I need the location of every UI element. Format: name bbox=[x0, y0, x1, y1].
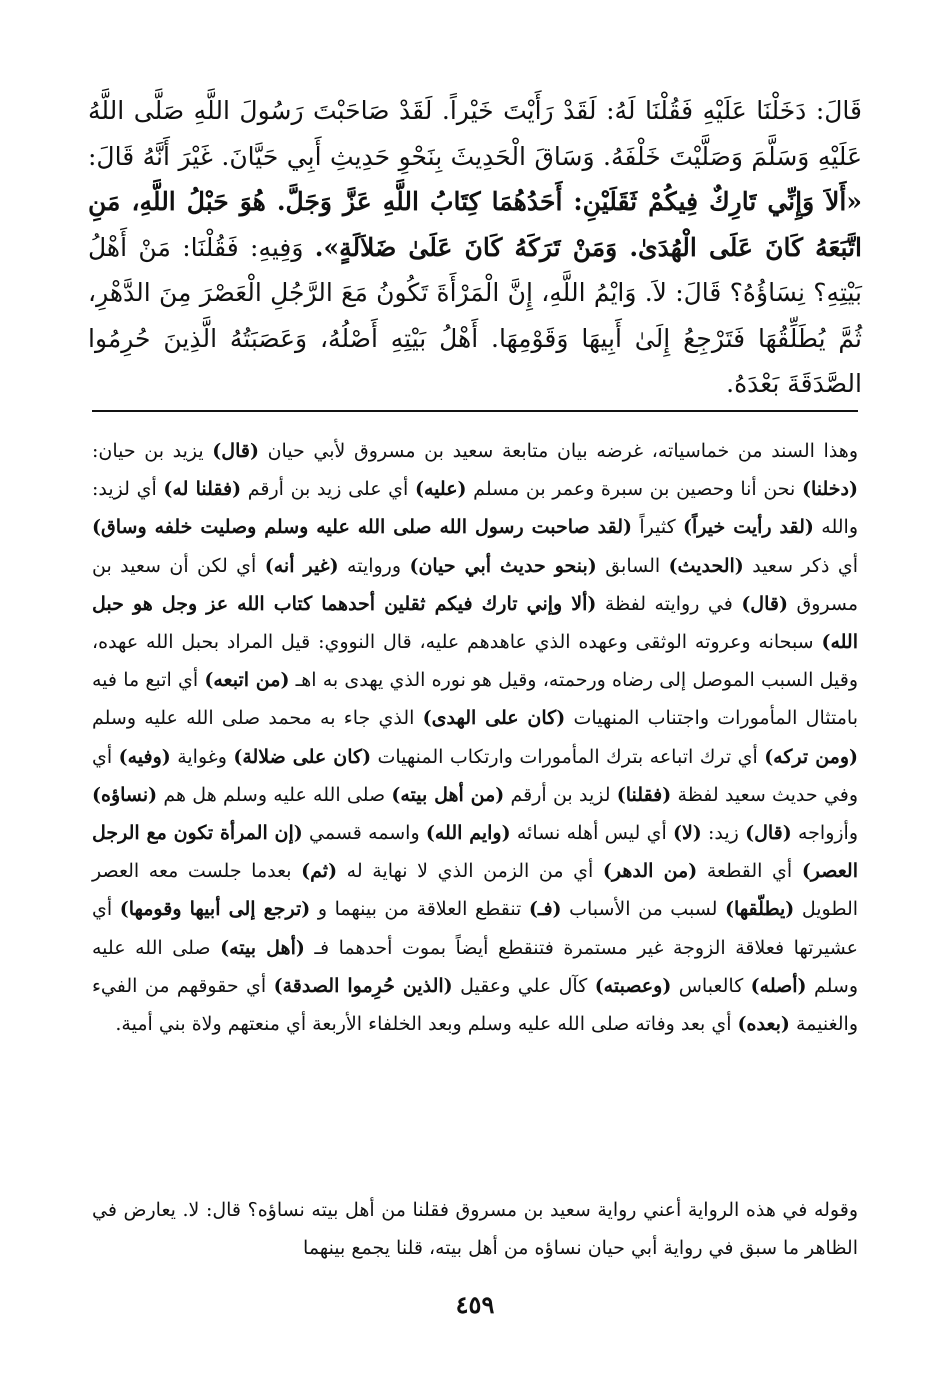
commentary-segment: أي اتبع ما فيه بامتثال المأمورات واجتناب المنهيات bbox=[92, 669, 858, 730]
commentary-segment: تنقطع العلاقة من بينهما و bbox=[310, 898, 529, 921]
commentary-quote: (ترجع إلى أبيها وقومها) bbox=[119, 898, 311, 921]
commentary-segment: أي ليس أهله نسائه bbox=[510, 822, 673, 845]
commentary-segment: أي وفي حديث سعيد لفظة bbox=[92, 745, 858, 806]
commentary-segment: سبحانه وعروته الوثقى وعهده الذي عاهدهم عليه، قال النووي: قيل المراد بحبل الله عهده، وقيل السبب الموصل إلى رضاه ورحمته، وقيل هو نوره الذي يهدى به اهـ bbox=[92, 631, 858, 692]
commentary-quote: (لقد رأيت خيراً) bbox=[683, 516, 814, 539]
commentary-quote: (ومن تركه) bbox=[764, 745, 859, 768]
commentary-quote: (وايم الله) bbox=[425, 822, 511, 845]
commentary-quote: (فقلنا له) bbox=[163, 478, 242, 501]
commentary-quote: (وعصبته) bbox=[594, 974, 672, 997]
commentary-text bbox=[92, 432, 858, 1043]
hadith-text-bold: «أَلاَ وَإِنِّي تَارِكٌ فِيكُمْ ثَقَلَيْنِ: أَحَدُهُمَا كِتَابُ اللَّهِ عَزَّ وَجَلَّ. هُوَ حَبْلُ اللَّهِ، مَنِ اتَّبَعَهُ كَانَ عَلَى الْهُدَىٰ. وَمَنْ تَرَكَهُ كَانَ عَلَىٰ ضَلاَلَةٍ». bbox=[88, 187, 863, 262]
commentary-quote: (من الدهر) bbox=[602, 860, 698, 883]
commentary-segment: السابق bbox=[596, 554, 669, 577]
commentary-quote: (عليه) bbox=[415, 478, 467, 501]
commentary-quote: (فـ) bbox=[528, 898, 562, 921]
page-number: ٤٥٩ bbox=[455, 1290, 495, 1319]
hadith-text bbox=[88, 88, 862, 407]
commentary-segment: أي القطعة bbox=[697, 860, 802, 883]
commentary-quote: (قال) bbox=[212, 440, 259, 462]
commentary-quote: (الذين حُرِموا الصدقة) bbox=[273, 974, 453, 997]
commentary-quote: (لقد صاحبت رسول الله صلى الله عليه وسلم وصليت خلفه وساق) bbox=[92, 516, 632, 539]
commentary-quote: (ألا وإني تارك فيكم ثقلين أحدهما كتاب الله عز وجل هو حبل الله) bbox=[92, 592, 858, 654]
commentary-segment: بعدما جلست معه العصر الطويل bbox=[92, 860, 859, 921]
hadith-text-part-1: قَالَ: دَخَلْنَا عَلَيْهِ فَقُلْنَا لَهُ: لَقَدْ رَأَيْتَ خَيْراً. لَقَدْ صَاحَبْتَ رَسُولَ اللَّهِ صَلَّى اللَّهُ عَلَيْهِ وَسَلَّمَ وَصَلَّيْتَ خَلْفَهُ. وَسَاقَ الْحَدِيثَ بِنَحْوِ حَدِيثِ أَبِي حَيَّانَ. غَيْرَ أَنَّهُ قَالَ: bbox=[88, 96, 862, 171]
commentary-segment: كثيراً bbox=[631, 516, 684, 539]
commentary-segment: أي لكن أن سعيد بن مسروق bbox=[92, 554, 858, 615]
commentary-segment: أي بعد وفاته صلى الله عليه وسلم وبعد الخلفاء الأربعة أي منعتهم ولاة بني أمية. bbox=[115, 1013, 738, 1036]
commentary-quote: (كان على الهدى) bbox=[422, 707, 566, 730]
commentary-segment: وأزواجه bbox=[791, 822, 858, 845]
commentary-segment: نحن أنا وحصين بن سبرة وعمر بن مسلم bbox=[466, 478, 802, 501]
commentary-quote: (ثم) bbox=[301, 860, 338, 883]
commentary-segment: كآل علي وعقيل bbox=[452, 974, 595, 997]
commentary-segment: صلى الله عليه وسلم هل هم bbox=[157, 783, 392, 806]
commentary-segment: وغواية bbox=[170, 745, 234, 768]
commentary-quote: (وفيه) bbox=[118, 745, 171, 768]
hadith-text-part-2: وَفِيهِ: فَقُلْنَا: مَنْ أَهْلُ بَيْتِهِ؟ نِسَاؤُهُ؟ قَالَ: لاَ. وَايْمُ اللَّهِ، إِنَّ الْمَرْأَةَ تَكُونُ مَعَ الرَّجُلِ الْعَصْرَ مِنَ الدَّهْرِ، ثُمَّ يُطَلِّقُهَا فَتَرْجِعُ إِلَىٰ أَبِيهَا وَقَوْمِهَا. أَهْلُ بَيْتِهِ أَصْلُهُ، وَعَصَبَتُهُ الَّذِينَ حُرِمُوا الصَّدَقَةَ بَعْدَهُ. bbox=[88, 232, 862, 398]
commentary-quote: (يطلّقها) bbox=[725, 898, 795, 921]
commentary-quote: (من اتبعه) bbox=[204, 669, 290, 692]
commentary-segment: صلى الله عليه وسلم bbox=[92, 936, 858, 997]
commentary-segment: لسبب من الأسباب bbox=[561, 898, 725, 921]
commentary-segment: في روايته لفظة bbox=[596, 592, 742, 615]
commentary-segment: أي من الزمن الذي لا نهاية له bbox=[337, 860, 603, 883]
commentary-segment: أي عشيرتها فعلاقة الزوجة غير مستمرة فتنقطع أيضاً بموت أحدهما فـ bbox=[92, 898, 858, 959]
commentary-quote: (أصله) bbox=[750, 974, 807, 997]
commentary-quote: (قال) bbox=[741, 592, 788, 615]
separator-line bbox=[92, 410, 858, 412]
commentary-segment: يزيد بن حيان: bbox=[92, 440, 213, 462]
commentary-quote: (لا) bbox=[672, 822, 702, 845]
commentary-segment: أي حقوقهم من الفيء والغنيمة bbox=[92, 974, 858, 1036]
commentary-segment: واسمه قسمي bbox=[302, 822, 426, 845]
commentary-segment: وروايته bbox=[338, 554, 410, 577]
commentary-quote: (إن المرأة تكون مع الرجل العصر) bbox=[92, 822, 858, 883]
commentary-quote: (كان على ضلالة) bbox=[233, 745, 372, 768]
commentary-quote: (دخلنا) bbox=[802, 478, 858, 501]
commentary-quote: (نساؤه) bbox=[92, 783, 158, 806]
commentary-segment: زيد: bbox=[701, 822, 746, 845]
commentary-segment: أي ذكر سعيد bbox=[743, 554, 858, 577]
commentary-segment: لزيد بن أرقم bbox=[504, 783, 617, 806]
commentary-quote: (فقلنا) bbox=[616, 783, 672, 806]
commentary-quote: (بعده) bbox=[737, 1013, 790, 1036]
commentary-quote: (بنحو حديث أبي حيان) bbox=[409, 554, 597, 577]
commentary-quote: (غير أنه) bbox=[264, 554, 339, 577]
commentary-quote: (أهل بيته) bbox=[220, 936, 305, 959]
commentary-continuation: وقوله في هذه الرواية أعني رواية سعيد بن مسروق فقلنا من أهل بيته نساؤه؟ قال: لا. يعارض في الظاهر ما سبق في رواية أبي حيان نساؤه من أهل بيته، قلنا يجمع بينهما bbox=[92, 1199, 858, 1260]
commentary-segment: أي على زيد بن أرقم bbox=[241, 478, 415, 501]
commentary-quote: (قال) bbox=[745, 822, 792, 845]
commentary-segment: أي ترك اتباعه بترك المأمورات وارتكاب المنهيات bbox=[371, 745, 765, 768]
commentary-segment: كالعباس bbox=[671, 974, 751, 997]
commentary-quote: (الحديث) bbox=[668, 554, 744, 577]
commentary-segment: وهذا السند من خماسياته، غرضه بيان متابعة سعيد بن مسروق لأبي حيان bbox=[258, 440, 858, 462]
commentary-segment: الذي جاء به محمد صلى الله عليه وسلم bbox=[92, 707, 423, 730]
commentary-segment: أي لزيد: والله bbox=[92, 478, 858, 539]
commentary-quote: (من أهل بيته) bbox=[391, 783, 505, 806]
